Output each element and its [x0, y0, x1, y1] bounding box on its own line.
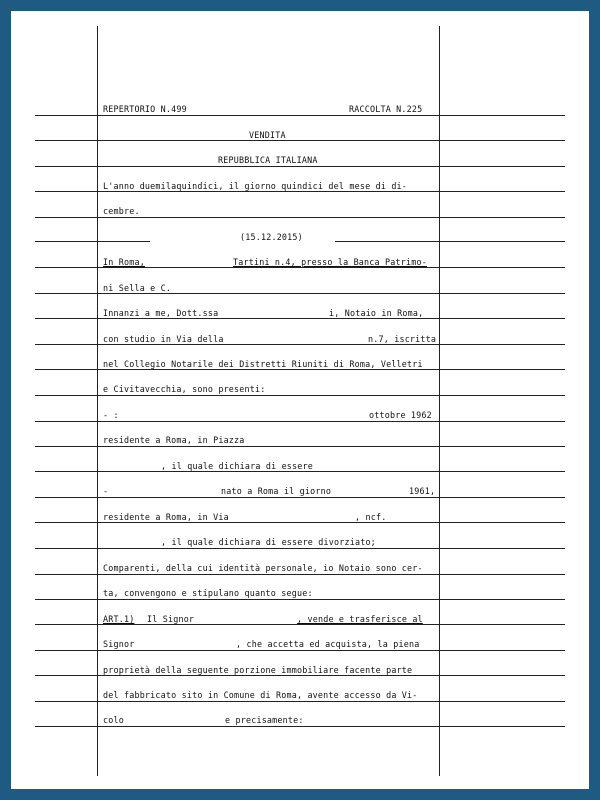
- text-line: In Roma,: [103, 257, 145, 267]
- text-line: con studio in Via della: [103, 334, 224, 344]
- text-line: ni Sella e C.: [103, 283, 172, 293]
- text-line: nato a Roma il giorno: [221, 486, 332, 496]
- ruled-line: [35, 395, 565, 396]
- left-margin-rule: [97, 26, 98, 776]
- text-line: e Civitavecchia, sono presenti:: [103, 384, 266, 394]
- text-line: L'anno duemilaquindici, il giorno quindici del mese di di-: [103, 181, 408, 191]
- ruled-line-short: [35, 241, 150, 242]
- ruled-line: [35, 318, 565, 319]
- ruled-line: [35, 675, 565, 676]
- ruled-line: [35, 446, 565, 447]
- deed-page: [11, 11, 589, 789]
- ruled-line: [35, 624, 565, 625]
- deed-type: VENDITA: [249, 130, 286, 140]
- ruled-line: [35, 140, 565, 141]
- text-line: , il quale dichiara di essere: [161, 461, 314, 471]
- ruled-line: [35, 548, 565, 549]
- text-line: - :: [103, 410, 119, 420]
- article-number: ART.1): [103, 614, 135, 624]
- ruled-line: [35, 599, 565, 600]
- ruled-line: [35, 497, 565, 498]
- ruled-line: [35, 115, 565, 116]
- ruled-line: [35, 293, 565, 294]
- text-line: n.7, iscritta: [368, 334, 437, 344]
- raccolta-number: RACCOLTA N.225: [349, 104, 423, 114]
- text-line: nel Collegio Notarile dei Distretti Riuniti di Roma, Velletri: [103, 359, 423, 369]
- text-line: residente a Roma, in Via: [103, 512, 229, 522]
- ruled-line: [35, 344, 565, 345]
- name-underline: [147, 624, 232, 625]
- right-margin-rule: [439, 26, 440, 776]
- ruled-line: [35, 726, 565, 727]
- text-line: 1961,: [409, 486, 436, 496]
- text-line: ottobre 1962: [369, 410, 432, 420]
- text-line: proprietà della seguente porzione immobiliare facente parte: [103, 665, 413, 675]
- ruled-line: [35, 574, 565, 575]
- ruled-line: [35, 701, 565, 702]
- text-line: residente a Roma, in Piazza: [103, 435, 245, 445]
- ruled-line: [35, 471, 565, 472]
- repertorio-number: REPERTORIO N.499: [103, 104, 187, 114]
- text-line: del fabbricato sito in Comune di Roma, avente accesso da Vi-: [103, 690, 418, 700]
- text-line: Tartini n.4, presso la Banca Patrimo-: [233, 257, 427, 267]
- text-line: , ncf.: [355, 512, 387, 522]
- ruled-line: [35, 369, 565, 370]
- ruled-line: [35, 421, 565, 422]
- ruled-line: [35, 166, 565, 167]
- ruled-line: [35, 217, 565, 218]
- republic-heading: REPUBBLICA ITALIANA: [218, 155, 318, 165]
- deed-date: (15.12.2015): [240, 232, 303, 242]
- text-line: Il Signor: [147, 614, 195, 624]
- ruled-line: [35, 191, 565, 192]
- ruled-line-short: [335, 241, 565, 242]
- text-line: Signor: [103, 639, 135, 649]
- text-line: cembre.: [103, 206, 140, 216]
- text-line: e precisamente:: [225, 715, 304, 725]
- text-line: i, Notaio in Roma,: [329, 308, 424, 318]
- text-line: Comparenti, della cui identità personale, io Notaio sono cer-: [103, 563, 423, 573]
- text-line: ta, convengono e stipulano quanto segue:: [103, 588, 313, 598]
- ruled-line: [35, 650, 565, 651]
- text-line: , vende e trasferisce al: [297, 614, 423, 624]
- text-line: , che accetta ed acquista, la piena: [236, 639, 420, 649]
- ruled-line: [35, 267, 565, 268]
- text-line: Innanzi a me, Dott.ssa: [103, 308, 219, 318]
- text-line: colo: [103, 715, 124, 725]
- text-line: -: [103, 486, 109, 496]
- text-line: , il quale dichiara di essere divorziato;: [161, 537, 376, 547]
- ruled-line: [35, 522, 565, 523]
